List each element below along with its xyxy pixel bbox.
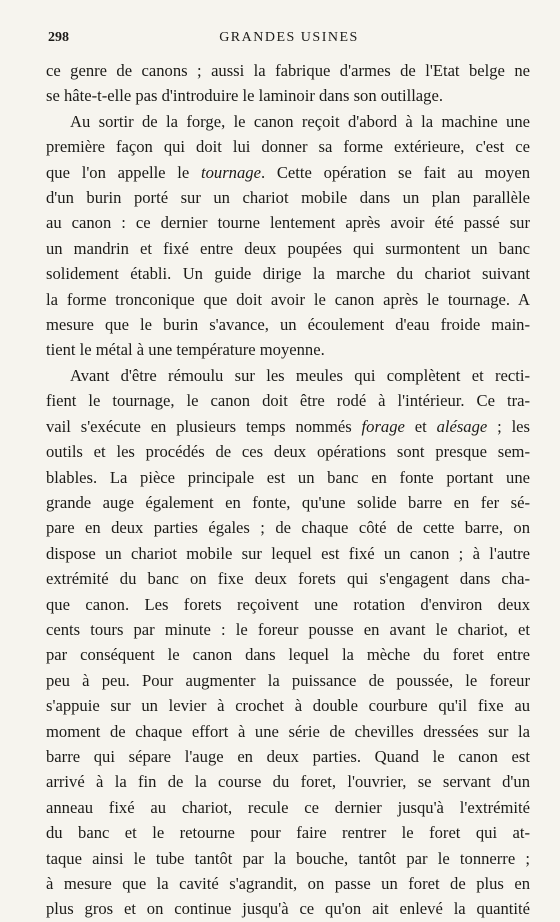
running-title: GRANDES USINES bbox=[219, 30, 359, 45]
page-number: 298 bbox=[48, 30, 69, 45]
text-line: solidement établi. Un guide dirige la marche du chariot suivant bbox=[46, 264, 530, 284]
text-line: d'un burin porté sur un chariot mobile dans un plan parallèle bbox=[46, 188, 530, 208]
text-line: moment de chaque effort à une série de chevilles dressées sur la bbox=[46, 721, 530, 741]
body-text bbox=[46, 58, 530, 922]
text-line: première façon qui doit lui donner sa forme extérieure, c'est ce bbox=[46, 137, 530, 157]
text-line: fient le tournage, le canon doit être rodé à l'intérieur. Ce tra- bbox=[46, 391, 530, 411]
text-line: cents tours par minute : le foreur pousse en avant le chariot, et bbox=[46, 619, 530, 639]
text-line: Avant d'être rémoulu sur les meules qui complètent et recti- bbox=[70, 365, 530, 385]
text-line: s'appuie sur un levier à crochet à double courbure qu'il fixe au bbox=[46, 696, 530, 716]
text-line: blables. La pièce principale est un banc en fonte portant une bbox=[46, 467, 530, 487]
text-line: que canon. Les forets reçoivent une rotation d'environ deux bbox=[46, 594, 530, 614]
text-line: ce genre de canons ; aussi la fabrique d'armes de l'Etat belge ne bbox=[46, 61, 530, 80]
text-line: outils et les procédés de ces deux opérations sont presque sem- bbox=[46, 442, 530, 462]
page-header bbox=[48, 30, 530, 50]
text-line: barre qui sépare l'auge en deux parties. Quand le canon est bbox=[46, 746, 530, 766]
text-line: la forme tronconique que doit avoir le canon après le tournage. A bbox=[46, 289, 530, 309]
paragraph-2 bbox=[46, 109, 530, 363]
text-line: Au sortir de la forge, le canon reçoit d'abord à la machine une bbox=[70, 111, 530, 131]
text-line: vail s'exécute en plusieurs temps nommés forage et alésage ; les bbox=[46, 416, 531, 436]
text-line: dispose un chariot mobile sur lequel est fixé un canon ; à l'autre bbox=[46, 543, 530, 563]
text-line: du banc et le retourne pour faire rentrer le foret qui at- bbox=[46, 823, 530, 843]
text-line: extrémité du banc on fixe deux forets qui s'engagent dans cha- bbox=[46, 569, 530, 589]
text-line: au canon : ce dernier tourne lentement après avoir été passé sur bbox=[46, 213, 530, 233]
paragraph-3 bbox=[46, 363, 530, 922]
text-line: mesure que le burin s'avance, un écoulement d'eau froide main- bbox=[46, 315, 530, 335]
text-line: se hâte-t-elle pas d'introduire le laminoir dans son outillage. bbox=[46, 86, 443, 106]
text-line: peu à peu. Pour augmenter la puissance de poussée, le foreur bbox=[46, 670, 530, 690]
text-line: anneau fixé au chariot, recule ce dernier jusqu'à l'extrémité bbox=[46, 797, 530, 817]
text-line: arrivé à la fin de la course du foret, l'ouvrier, se servant d'un bbox=[46, 772, 530, 792]
text-line: tient le métal à une température moyenne. bbox=[46, 340, 325, 360]
paragraph-1 bbox=[46, 58, 530, 109]
text-line: à mesure que la cavité s'agrandit, on passe un foret de plus en bbox=[46, 874, 530, 893]
text-line: un mandrin et fixé entre deux poupées qui surmontent un banc bbox=[46, 238, 530, 258]
text-line: grande auge également en fonte, qu'une solide barre en fer sé- bbox=[46, 492, 530, 512]
text-line: par conséquent le canon dans lequel la mèche du foret entre bbox=[46, 645, 530, 665]
text-line: taque ainsi le tube tantôt par la bouche, tantôt par le tonnerre ; bbox=[46, 848, 530, 868]
text-line: plus gros et on continue jusqu'à ce qu'on ait enlevé la quantité bbox=[46, 899, 530, 919]
text-line: pare en deux parties égales ; de chaque côté de cette barre, on bbox=[46, 518, 530, 538]
text-line: que l'on appelle le tournage. Cette opération se fait au moyen bbox=[46, 162, 530, 182]
